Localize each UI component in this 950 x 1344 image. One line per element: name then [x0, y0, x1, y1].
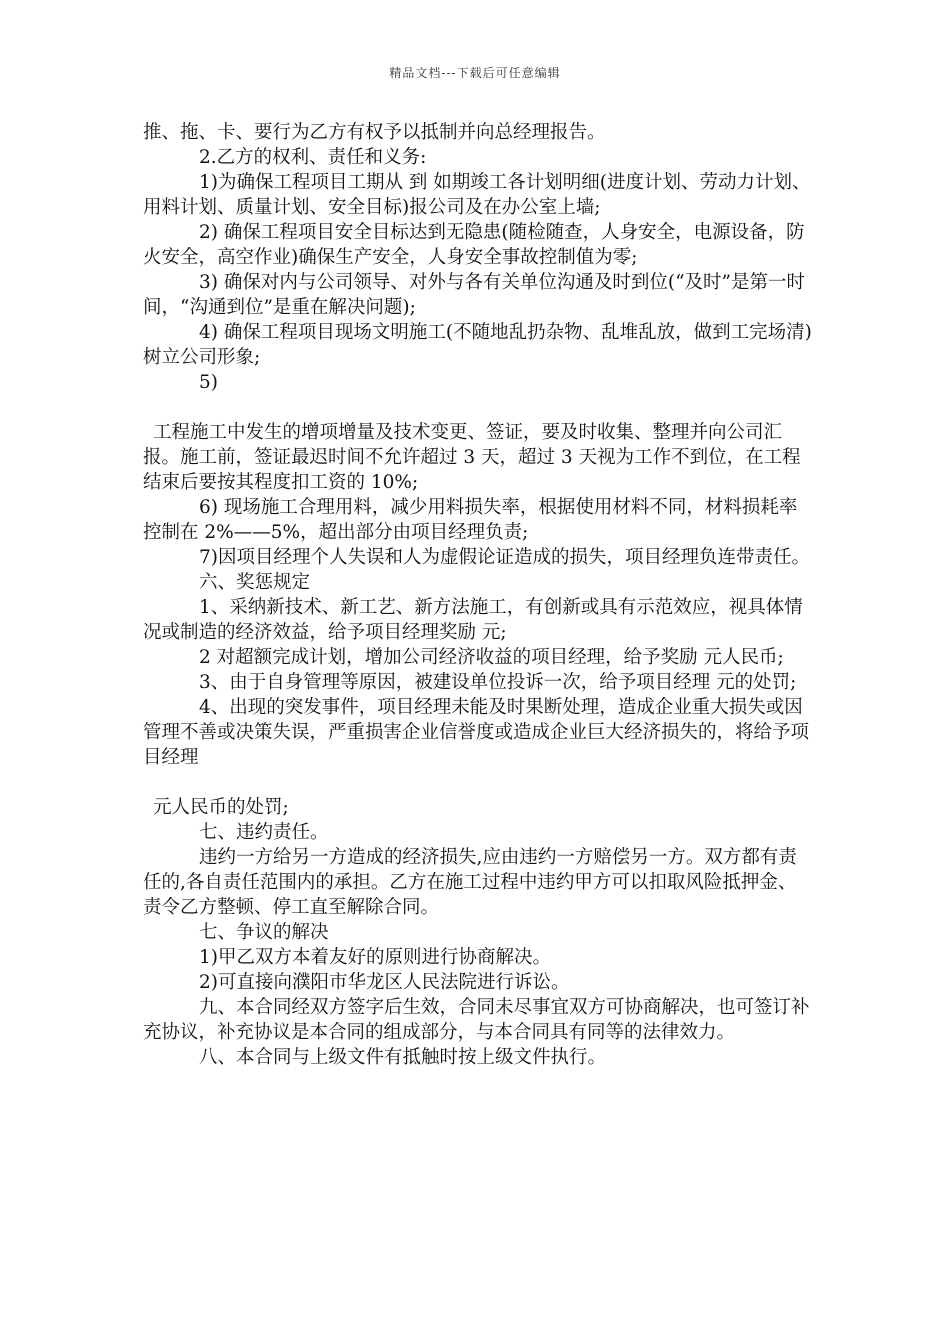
blank-line — [143, 770, 813, 795]
paragraph-23: 八、本合同与上级文件有抵触时按上级文件执行。 — [199, 1047, 607, 1068]
paragraph-9: 6) 现场施工合理用料，减少用料损失率，根据使用材料不同，材料损耗率控制在 2%——5%，超出部分由项目经理负责; — [143, 497, 798, 543]
paragraph-2: 2.乙方的权利、责任和义务: — [199, 147, 427, 168]
paragraph-6: 4) 确保工程项目现场文明施工(不随地乱扔杂物、乱堆乱放，做到工完场清)树立公司形象; — [143, 322, 812, 368]
paragraph-22: 九、本合同经双方签字后生效，合同未尽事宜双方可协商解决，也可签订补充协议，补充协议是本合同的组成部分，与本合同具有同等的法律效力。 — [143, 997, 810, 1043]
paragraph-1: 推、拖、卡、要行为乙方有权予以抵制并向总经理报告。 — [143, 122, 606, 143]
paragraph-21: 2)可直接向濮阳市华龙区人民法院进行诉讼。 — [199, 972, 570, 993]
paragraph-10: 7)因项目经理个人失误和人为虚假论证造成的损失，项目经理负连带责任。 — [199, 547, 810, 568]
section-heading-disputes: 七、争议的解决 — [199, 922, 329, 943]
section-heading-breach: 七、违约责任。 — [199, 822, 329, 843]
paragraph-8: 工程施工中发生的增项增量及技术变更、签证，要及时收集、整理并向公司汇报。施工前，签证最迟时间不允许超过 3 天，超过 3 天视为工作不到位，在工程结束后要按其程度扣工资的 10%; — [143, 422, 801, 493]
page-header: 精品文档---下载后可任意编辑 — [389, 66, 561, 80]
section-heading-rewards: 六、奖惩规定 — [199, 572, 311, 593]
paragraph-12: 1、采纳新技术、新工艺、新方法施工，有创新或具有示范效应，视具体情况或制造的经济效益，给予项目经理奖励 元; — [143, 597, 803, 643]
paragraph-5: 3) 确保对内与公司领导、对外与各有关单位沟通及时到位(“及时”是第一时间，“沟通到位”是重在解决问题); — [143, 272, 806, 318]
paragraph-15: 4、出现的突发事件，项目经理未能及时果断处理，造成企业重大损失或因管理不善或决策失误，严重损害企业信誉度或造成企业巨大经济损失的，将给予项目经理 — [143, 697, 810, 768]
paragraph-16: 元人民币的处罚; — [153, 797, 289, 818]
paragraph-7: 5) — [199, 372, 218, 393]
paragraph-14: 3、由于自身管理等原因，被建设单位投诉一次，给予项目经理 元的处罚; — [199, 672, 797, 693]
paragraph-18: 违约一方给另一方造成的经济损失,应由违约一方赔偿另一方。双方都有责任的,各自责任范围内的承担。乙方在施工过程中违约甲方可以扣取风险抵押金、责令乙方整顿、停工直至解除合同。 — [143, 847, 797, 918]
paragraph-3: 1)为确保工程项目工期从 到 如期竣工各计划明细(进度计划、劳动力计划、用料计划、质量计划、安全目标)报公司及在办公室上墙; — [143, 172, 811, 218]
blank-line — [143, 395, 813, 420]
paragraph-20: 1)甲乙双方本着友好的原则进行协商解决。 — [199, 947, 551, 968]
paragraph-4: 2) 确保工程项目安全目标达到无隐患(随检随查，人身安全，电源设备，防火安全，高空作业)确保生产安全，人身安全事故控制值为零; — [143, 222, 805, 268]
paragraph-13: 2 对超额完成计划，增加公司经济收益的项目经理，给予奖励 元人民币; — [199, 647, 784, 668]
document-body — [143, 120, 813, 1070]
